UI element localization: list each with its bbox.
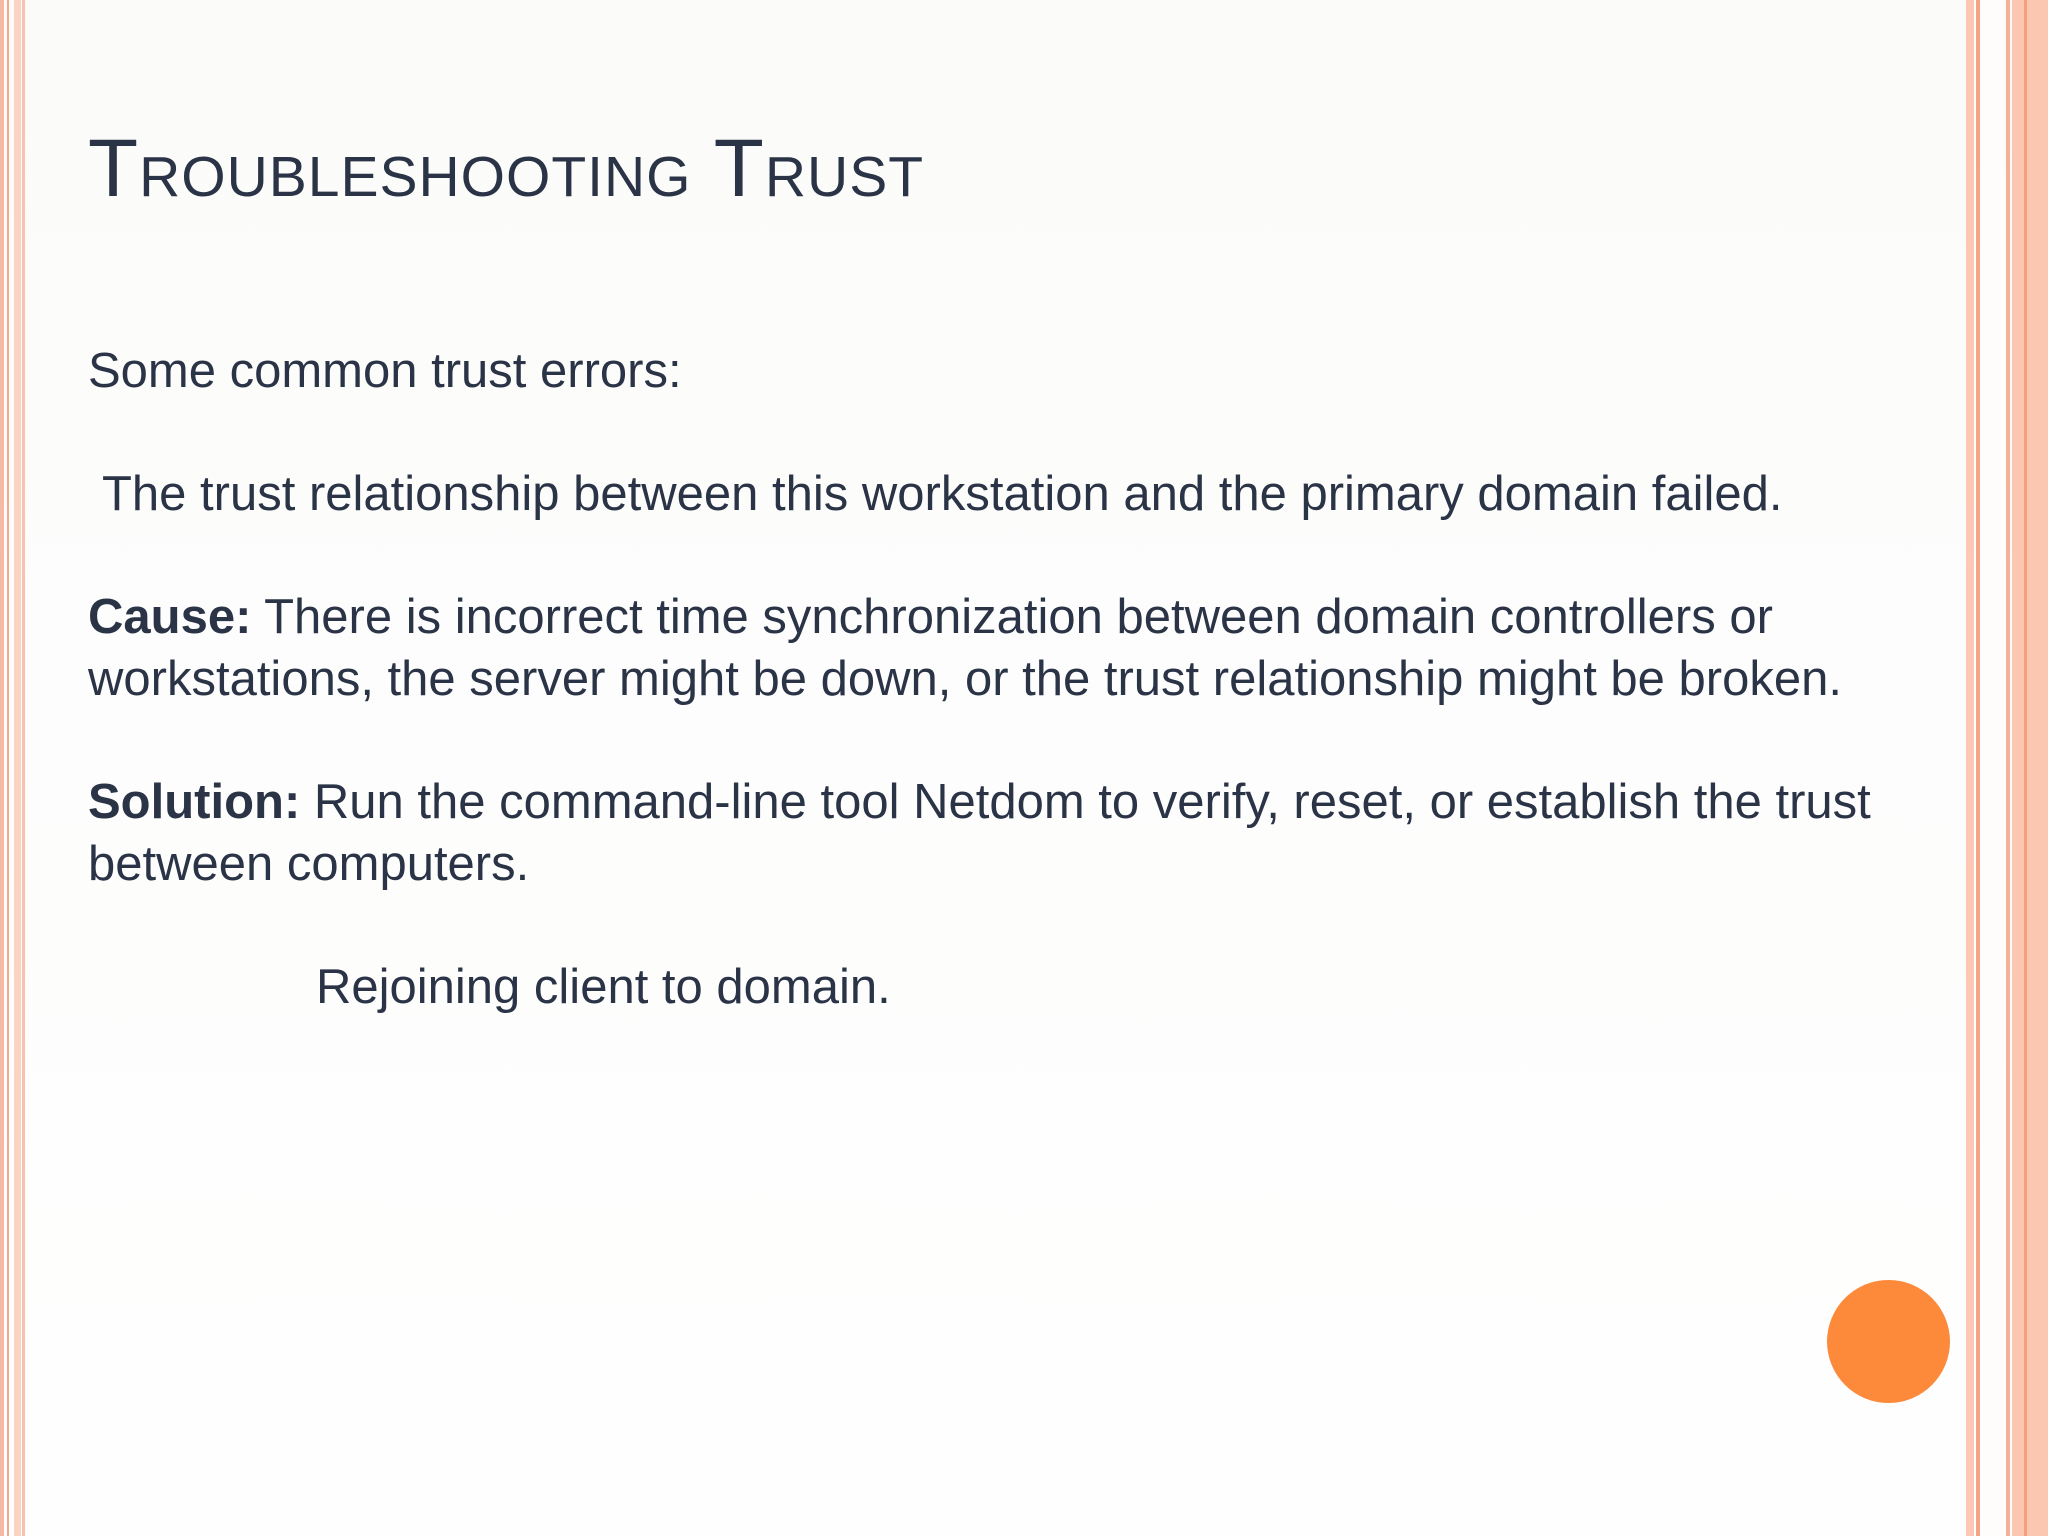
cause-text: There is incorrect time synchronization between domain controllers or workstations, the server might be down, or the trust relationship might be broken. xyxy=(88,590,1842,706)
left-border-decoration xyxy=(0,0,28,1536)
solution-text: Run the command-line tool Netdom to verify, reset, or establish the trust between computers. xyxy=(88,775,1871,891)
right-border-decoration xyxy=(1966,0,2048,1536)
error-message: The trust relationship between this workstation and the primary domain failed. xyxy=(102,467,1783,521)
intro-text: Some common trust errors: xyxy=(88,344,682,398)
solution-label: Solution: xyxy=(88,775,301,829)
cause-label: Cause: xyxy=(88,590,252,644)
followup-text: Rejoining client to domain. xyxy=(316,960,891,1014)
orange-circle-decoration xyxy=(1827,1280,1950,1403)
solution-paragraph xyxy=(88,771,1968,895)
slide-body xyxy=(88,340,1968,1018)
slide-title: Troubleshooting Trust xyxy=(88,123,925,214)
cause-paragraph xyxy=(88,586,1968,710)
